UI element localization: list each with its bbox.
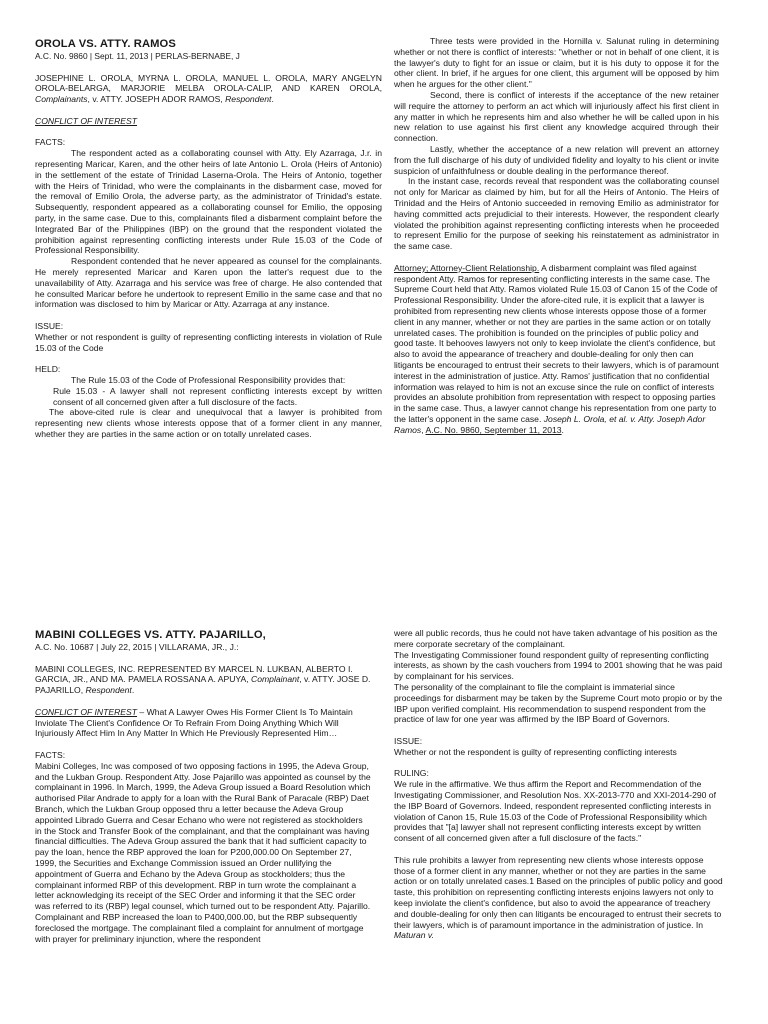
case1-facts-paragraph-2: Respondent contended that he never appeared as counsel for the complainants. He merely represented Maricar and Karen upon the latter's request due to the unavailability of Atty. Azarraga and his service was free of charge. He also contended that he consulted Maricar before he undertook to represent Emilio in the same case and that no information was disclosed to him by Maricar or Atty. Azarraga at any instance. xyxy=(35,256,382,310)
case1-title: OROLA VS. ATTY. RAMOS xyxy=(35,38,176,50)
case1-held-quote: Rule 15.03 - A lawyer shall not represent conflicting interests except by written consent of all concerned given after a full disclosure of the facts. xyxy=(53,385,382,407)
case1-parties-respondent: Respondent xyxy=(225,94,272,105)
case1-syllabus-heading: Attorney; Attorney-Client Relationship. xyxy=(394,262,540,273)
case2-parties-end: . xyxy=(131,685,135,696)
case1-facts-paragraph-1: The respondent acted as a collaborating counsel with Atty. Ely Azarraga, J.r. in representing Maricar, Karen, and the other heirs of late Antonio L. Orola (Heirs of Antonio) in the settlement of the estate of Trinidad Laserna-Orola. The Heirs of Antonio, together with the Heirs of Trinidad, who were the complainants in the disbarment case, moved for the removal of Emilio Orola, the adverse party, as the administrator of Trinidad's estate. Subsequently, respondent appeared as a collaborating counsel for Emilio, the opposing party, in the same case. Due to this, complainants filed a disbarment complaint before the Integrated Bar of the Philippines (IBP) on the ground that the respondent violated the prohibition against representing conflicting interests under Rule 15.03 of the Code of Professional Responsibility. xyxy=(35,148,382,256)
case1-syllabus-separator: , xyxy=(421,424,426,435)
case1-tests-paragraph: Three tests were provided in the Hornilla v. Salunat ruling in determining whether or not there is conflict of interests: "whether or not in behalf of one client, it is the lawyer's duty to fight for an issue or claim, but it is his duty to oppose it for the other client. In brief, if he argues for one client, this argument will be opposed by him when he argues for the other client." xyxy=(394,36,719,90)
case1-syllabus-citation: Joseph L. Orola, et al. v. Atty. Joseph Ador Ramos xyxy=(394,413,706,435)
case2-issue: Whether or not the respondent is guilty of representing conflicting interests xyxy=(394,746,677,757)
case1-right-column xyxy=(394,36,719,435)
case2-topic-heading: CONFLICT OF INTEREST xyxy=(35,706,138,717)
case1-third-test-paragraph: Lastly, whether the acceptance of a new relation will prevent an attorney from the full discharge of his duty of undivided fidelity and loyalty to his client or invite suspicion of unfaithfulness or double dealing in the performance thereof. xyxy=(394,143,719,176)
case1-parties-v: , v. ATTY. JOSEPH ADOR RAMOS, xyxy=(87,94,226,105)
case2-personality-paragraph: The personality of the complainant to file the complaint is immaterial since proceedings for disbarment may be taken by the Supreme Court moto propio or by the IBP upon verified complaint. His recommendation to suspend respondent from the practice of law for one year was affirmed by the IBP Board of Governors. xyxy=(394,681,723,725)
case1-topic: CONFLICT OF INTEREST xyxy=(35,115,138,126)
case2-topic-rest: – What A Lawyer Owes His Former Client Is To Maintain Inviolate The Client's Confidence Or To Refrain From Doing Anything Which Will Injuriously Affect Him In Any Matter In Which He Previously Represented Him… xyxy=(35,706,353,739)
case2-parties-complainant: Complainant xyxy=(251,674,300,685)
case2-facts-heading: FACTS: xyxy=(35,749,66,760)
case1-parties xyxy=(35,73,382,105)
case2-topic xyxy=(35,707,371,739)
case2-facts-paragraph: Mabini Colleges, Inc was composed of two opposing factions in 1995, the Adeva Group, and the Lukban Group. Respondent Atty. Jose Pajarillo was appointed as counsel by the complainant in 1996. In March, 1999, the Adeva Group issued a Board Resolution which authorised Pilar Andrade to apply for a loan with the Rural Bank of Paracale (RBP) Daet Branch, which the Lukban Group opposed thru a letter because the Adeva Group appointed Librado Guerra and Cesar Echano who were not registered as stockholders in the Stock and Transfer Book of the complainant, and that the complainant was having financial difficulties. The Adeva Group assured the bank that it had sufficient capacity to pay the loan, hence the RBP approved the loan for P200,000.00 On September 27, 1999, the Securities and Exchange Commission issued an Order nullifying the appointment of Guerra and Echano by the Adeva Group as stockholders; thus the complainant informed RBP of this development. RBP in turn wrote the complainant a letter acknowledging its receipt of the SEC Order and informing it that the SEC order was referred to its (RBP) legal counsel, which turned out to be respondent Atty. Pajarillo. Complainant and RBP increased the loan to P400,000.00, but the RBP subsequently foreclosed the mortgage. The complainant filed a complaint for annulment of mortgage with prayer for preliminary injunction, where the respondent xyxy=(35,760,371,944)
case2-ruling-paragraph: We rule in the affirmative. We thus affirm the Report and Recommendation of the Investigating Commissioner, and Resolution Nos. XX-2013-770 and XXI-2014-290 of the IBP Board of Governors. Indeed, respondent represented conflicting interests in violation of Canon 15, Rule 15.03 of the Code of Professional Responsibility which provides that "[a] lawyer shall not represent conflicting interests except by written consent of all concerned given after a full disclosure of the facts." xyxy=(394,779,716,844)
case1-held-paragraph-1: The Rule 15.03 of the Code of Professional Responsibility provides that: xyxy=(71,374,346,385)
case1-instant-case-paragraph: In the instant case, records reveal that respondent was the collaborating counsel not only for Maricar as claimed by him, but for all the Heirs of Antonio. The Heirs of Trinidad and the Heirs of Antonio succeeded in removing Emilio as administrator for having committed acts prejudicial to their interests. However, the respondent clearly violated the prohibition against representing conflicting interests when he proceeded to represent Emilio for the purpose of seeking his reinstatement as administrator in the same case. xyxy=(394,176,719,252)
case1-issue: Whether or not respondent is guilty of representing conflicting interests in violation of Rule 15.03 of the Code xyxy=(35,331,382,353)
case1-parties-end: . xyxy=(271,94,274,105)
case2-rule-paragraph xyxy=(394,855,724,941)
case2-right-column xyxy=(394,628,724,1024)
case2-parties xyxy=(35,664,371,696)
case2-issue-heading: ISSUE: xyxy=(394,735,423,746)
case1-facts-heading: FACTS: xyxy=(35,137,66,148)
case2-rule-citation: Maturan v. xyxy=(394,930,434,941)
case2-citation: A.C. No. 10687 | July 22, 2015 | VILLARAMA, JR., J.: xyxy=(35,642,239,652)
case1-left-column xyxy=(35,38,382,440)
case2-parties-names: MABINI COLLEGES, INC. REPRESENTED BY MARCEL N. LUKBAN, ALBERTO I. GARCIA, JR., AND MA. PAMELA ROSSANA A. APUYA, xyxy=(35,663,353,685)
case2-rule-text: This rule prohibits a lawyer from representing new clients whose interests oppose those of a former client in any manner, whether or not they are parties in the same action or on totally unrelated cases.1 Based on the principles of public policy and good taste, this prohibition on representing conflicting interests enjoins lawyers not only to keep inviolate the client's confidence, but also to avoid the appearance of treachery and double-dealing for only then can litigants be encouraged to entrust their secrets to their lawyers, which is of paramount importance in the administration of justice. In xyxy=(394,854,723,930)
case1-issue-heading: ISSUE: xyxy=(35,320,64,331)
case2-left-column xyxy=(35,629,371,1024)
case1-parties-names: JOSEPHINE L. OROLA, MYRNA L. OROLA, MANUEL L. OROLA, MARY ANGELYN OROLA-BELARGA, MARJORIE MELBA OROLA-CALIP, AND KAREN OROLA, xyxy=(35,72,382,94)
case1-second-test-paragraph: Second, there is conflict of interests if the acceptance of the new retainer will require the attorney to perform an act which will injuriously affect his first client in any matter in which he represents him and also whether he will be called upon in his new relation to use against his first client any knowledge acquired through their connection. xyxy=(394,89,719,144)
case1-syllabus-end: . xyxy=(561,424,564,435)
case1-held-heading: HELD: xyxy=(35,364,61,375)
case1-syllabus-citation-link[interactable]: A.C. No. 9860, September 11, 2013 xyxy=(425,424,562,435)
case1-syllabus xyxy=(394,263,719,436)
case2-public-records-paragraph: were all public records, thus he could not have taken advantage of his position as the mere corporate secretary of the complainant. xyxy=(394,628,718,649)
case2-title: MABINI COLLEGES VS. ATTY. PAJARILLO, xyxy=(35,629,266,641)
case1-held-paragraph-2: The above-cited rule is clear and unequivocal that a lawyer is prohibited from representing new clients whose interests oppose that of a former client in any manner, whether they are parties in the same action or on totally unrelated cases. xyxy=(35,407,382,439)
case2-parties-respondent: Respondent xyxy=(85,685,132,696)
case2-ruling-heading: RULING: xyxy=(394,768,429,779)
case1-parties-complainants: Complainants xyxy=(35,94,88,105)
case1-syllabus-body: A disbarment complaint was filed against respondent Atty. Ramos for representing conflicting interests in the same case. The Supreme Court held that Atty. Ramos violated Rule 15.03 of Canon 15 of the Code of Professional Responsibility. Under the afore-cited rule, it is explicit that a lawyer is prohibited from representing new clients whose interests oppose those of a former client in any manner, whether or not they are parties in the same action or on totally unrelated cases. The prohibition is founded on the principles of public policy and good taste. It behooves lawyers not only to keep inviolate the client's confidence, but also to avoid the appearance of treachery and double-dealing for only then can litigants be encouraged to entrust their secrets to their lawyers, which is of paramount interest in the administration of justice. Atty. Ramos' justification that no confidential information was relayed to him is not an excuse since the rule on conflict of interests provides an absolute prohibition from representation with respect to opposing parties in the same case. Thus, a lawyer cannot change his representation from one party to the latter's opponent in the same case. xyxy=(394,262,719,424)
case2-commissioner-paragraph: The Investigating Commissioner found respondent guilty of representing conflicting interests, as shown by the cash vouchers from 1994 to 2001 showing that he was paid by complainant for his services. xyxy=(394,649,723,682)
case2-parties-v: , v. ATTY. JOSE D. PAJARILLO, xyxy=(35,674,371,696)
case1-citation: A.C. No. 9860 | Sept. 11, 2013 | PERLAS-BERNABE, J xyxy=(35,51,240,61)
